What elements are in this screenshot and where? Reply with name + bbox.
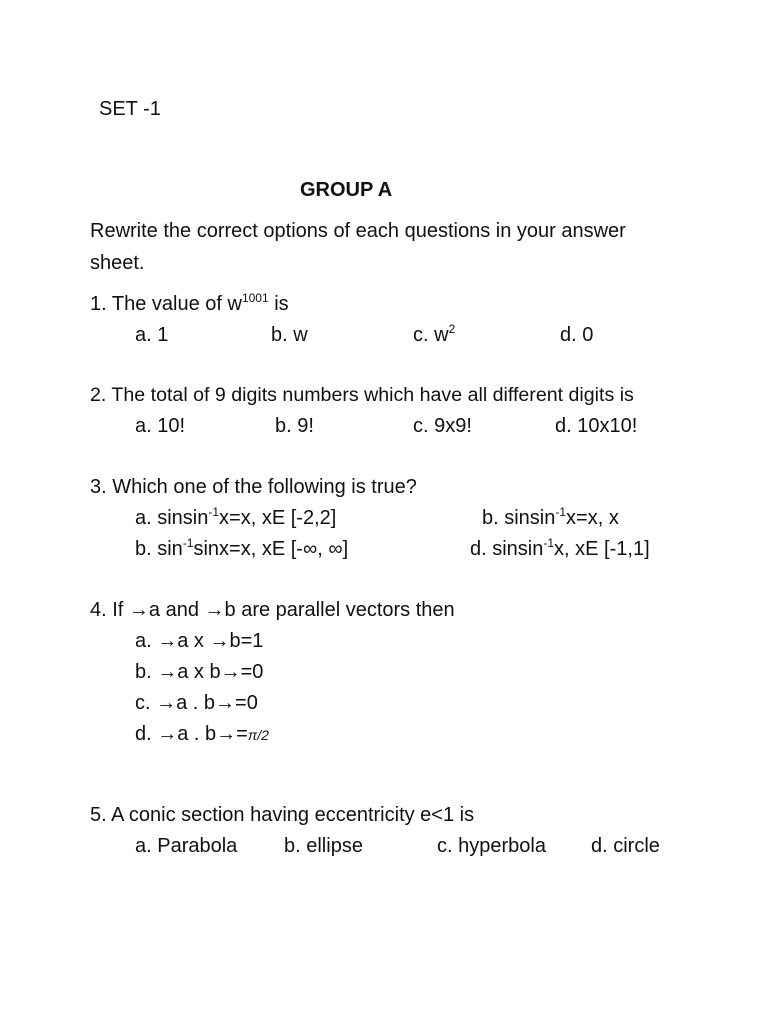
question-4-option-d-pi: π/2 (247, 727, 269, 743)
question-3-option-a-main: a. sinsin (135, 507, 209, 529)
question-1-option-b: b. w (271, 324, 308, 346)
instructions-line-1: Rewrite the correct options of each questions in your answer (90, 220, 626, 242)
group-title: GROUP A (300, 179, 393, 201)
question-5-option-c: c. hyperbola (437, 835, 546, 857)
question-3-option-b (482, 506, 619, 530)
question-3-option-b-tail: x=x, x (566, 507, 619, 529)
question-1-option-c-exponent: 2 (448, 322, 456, 336)
question-4-option-b: b. →a x b→=0 (135, 661, 264, 683)
question-3-option-d-exponent: -1 (543, 536, 555, 550)
question-4-option-c: c. →a . b→=0 (135, 692, 258, 714)
question-5-option-d: d. circle (591, 835, 660, 857)
question-2-option-c: c. 9x9! (413, 415, 472, 437)
question-3-option-d-tail: x, xE [-1,1] (554, 538, 650, 560)
question-3-text: 3. Which one of the following is true? (90, 476, 417, 498)
question-3-option-b-second-tail: sinx=x, xE [-∞, ∞] (193, 538, 349, 560)
question-1-option-c (413, 323, 455, 347)
question-3-option-a-exponent: -1 (208, 505, 220, 519)
question-2-option-d: d. 10x10! (555, 415, 638, 437)
question-2-option-b: b. 9! (275, 415, 314, 437)
question-2-text: 2. The total of 9 digits numbers which have all different digits is (90, 384, 634, 406)
question-4-text: 4. If →a and →b are parallel vectors then (90, 599, 455, 621)
question-3-option-a-tail: x=x, xE [-2,2] (219, 507, 337, 529)
question-1-text-tail: is (268, 293, 289, 315)
question-5-text: 5. A conic section having eccentricity e<1 is (90, 804, 475, 826)
question-5-option-a: a. Parabola (135, 835, 238, 857)
question-1-option-d: d. 0 (560, 324, 594, 346)
question-3-option-d (470, 537, 650, 561)
question-3-option-b-second-main: b. sin (135, 538, 183, 560)
question-1-exponent: 1001 (241, 291, 269, 305)
question-3-option-b-main: b. sinsin (482, 507, 556, 529)
question-4-option-d (135, 722, 269, 747)
set-label: SET -1 (99, 98, 161, 120)
question-2-option-a: a. 10! (135, 415, 186, 437)
question-3-option-b-second-exponent: -1 (182, 536, 194, 550)
question-3-option-a (135, 506, 336, 530)
instructions-line-2: sheet. (90, 252, 145, 274)
question-3-option-b-exponent: -1 (555, 505, 567, 519)
question-1-text-main: 1. The value of w (90, 293, 242, 315)
question-3-option-d-main: d. sinsin (470, 538, 544, 560)
question-3-option-b-second (135, 537, 348, 561)
question-1-text (90, 292, 289, 316)
question-5-option-b: b. ellipse (284, 835, 363, 857)
question-1-option-a: a. 1 (135, 324, 169, 346)
question-1-option-c-base: c. w (413, 324, 449, 346)
question-4-option-a: a. →a x →b=1 (135, 630, 264, 652)
question-4-option-d-main: d. →a . b→= (135, 723, 248, 745)
